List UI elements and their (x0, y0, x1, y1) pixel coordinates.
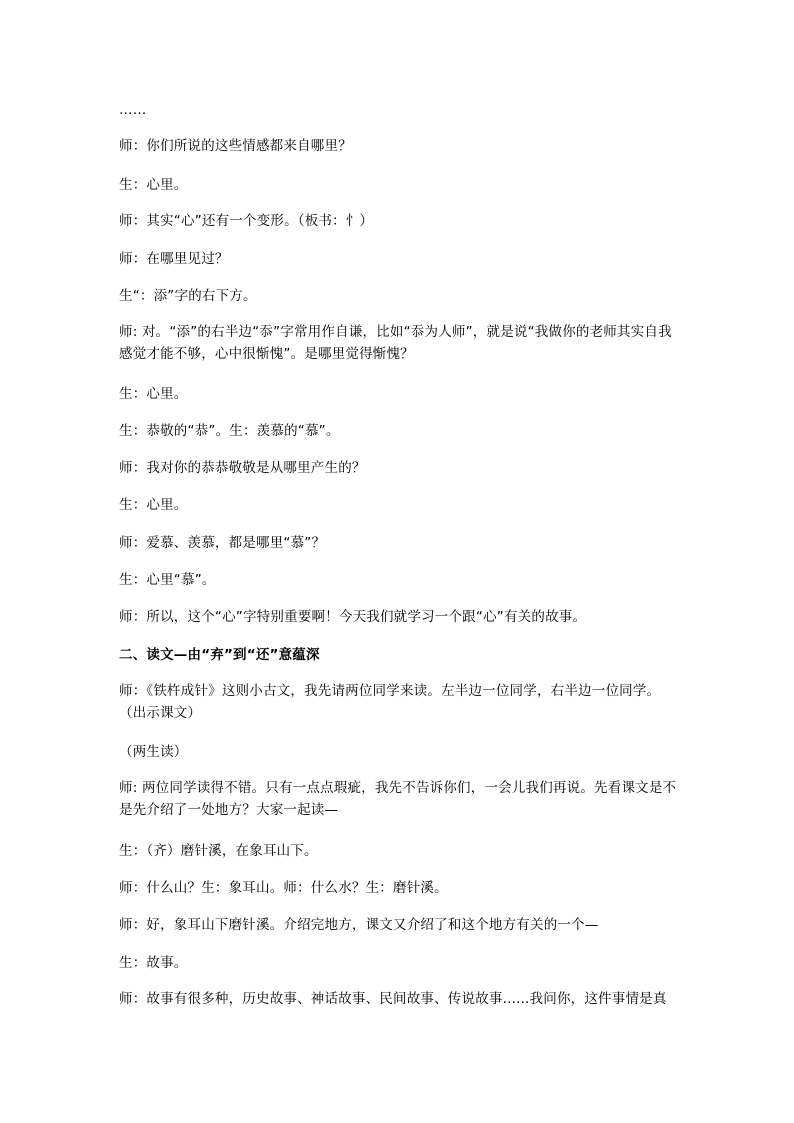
dialogue-line: 师：我对你的恭恭敬敬是从哪里产生的？ (119, 460, 366, 476)
dialogue-paragraph: 师：《铁杵成针》这则小古文，我先请两位同学来读。左半边一位同学，右半边一位同学。（出示课文） (119, 683, 661, 721)
dialogue-line: 师：所以，这个“心”字特别重要啊！今天我们就学习一个跟“心”有关的故事。 (119, 609, 587, 625)
stage-direction: （两生读） (119, 744, 188, 760)
dialogue-line: 师：故事有很多种，历史故事、神话故事、民间故事、传说故事......我问你，这件事情是真 (119, 991, 667, 1007)
section-heading: 二、读文—由“弃”到“还”意蕴深 (119, 647, 320, 663)
dialogue-line: 师：什么山？生：象耳山。师：什么水？生：磨针溪。 (119, 880, 448, 896)
ellipsis-line: …… (119, 102, 147, 118)
dialogue-line: 生：心里。 (119, 177, 188, 193)
dialogue-line: 生：故事。 (119, 955, 188, 971)
dialogue-line: 师：在哪里见过？ (119, 251, 229, 267)
dialogue-line: 生：心里。 (119, 497, 188, 513)
dialogue-line: 师：爱慕、羡慕，都是哪里“慕”？ (119, 535, 326, 551)
dialogue-line: 师：你们所说的这些情感都来自哪里？ (119, 138, 352, 154)
dialogue-line: 生“：添”字的右下方。 (119, 288, 257, 304)
dialogue-line: 师：好，象耳山下磨针溪。介绍完地方，课文又介绍了和这个地方有关的一个— (119, 917, 599, 933)
dialogue-paragraph: 师: 两位同学读得不错。只有一点点瑕疵，我先不告诉你们，一会儿我们再说。先看课文是不是先介绍了一处地方？大家一起读— (119, 780, 677, 818)
dialogue-line: 生：心里。 (119, 386, 188, 402)
dialogue-line: 生：（齐）磨针溪，在象耳山下。 (119, 843, 318, 859)
dialogue-line: 师：其实“心”还有一个变形。（板书：忄） (119, 213, 374, 229)
dialogue-line: 生：恭敬的“恭”。生：羡慕的“慕”。 (119, 423, 340, 439)
dialogue-line: 生：心里“慕”。 (119, 572, 216, 588)
dialogue-paragraph: 师: 对。“添”的右半边“忝”字常用作自谦，比如“忝为人师”，就是说“我做你的老师其实自我感觉才能不够，心中很惭愧”。是哪里觉得惭愧？ (119, 324, 672, 362)
